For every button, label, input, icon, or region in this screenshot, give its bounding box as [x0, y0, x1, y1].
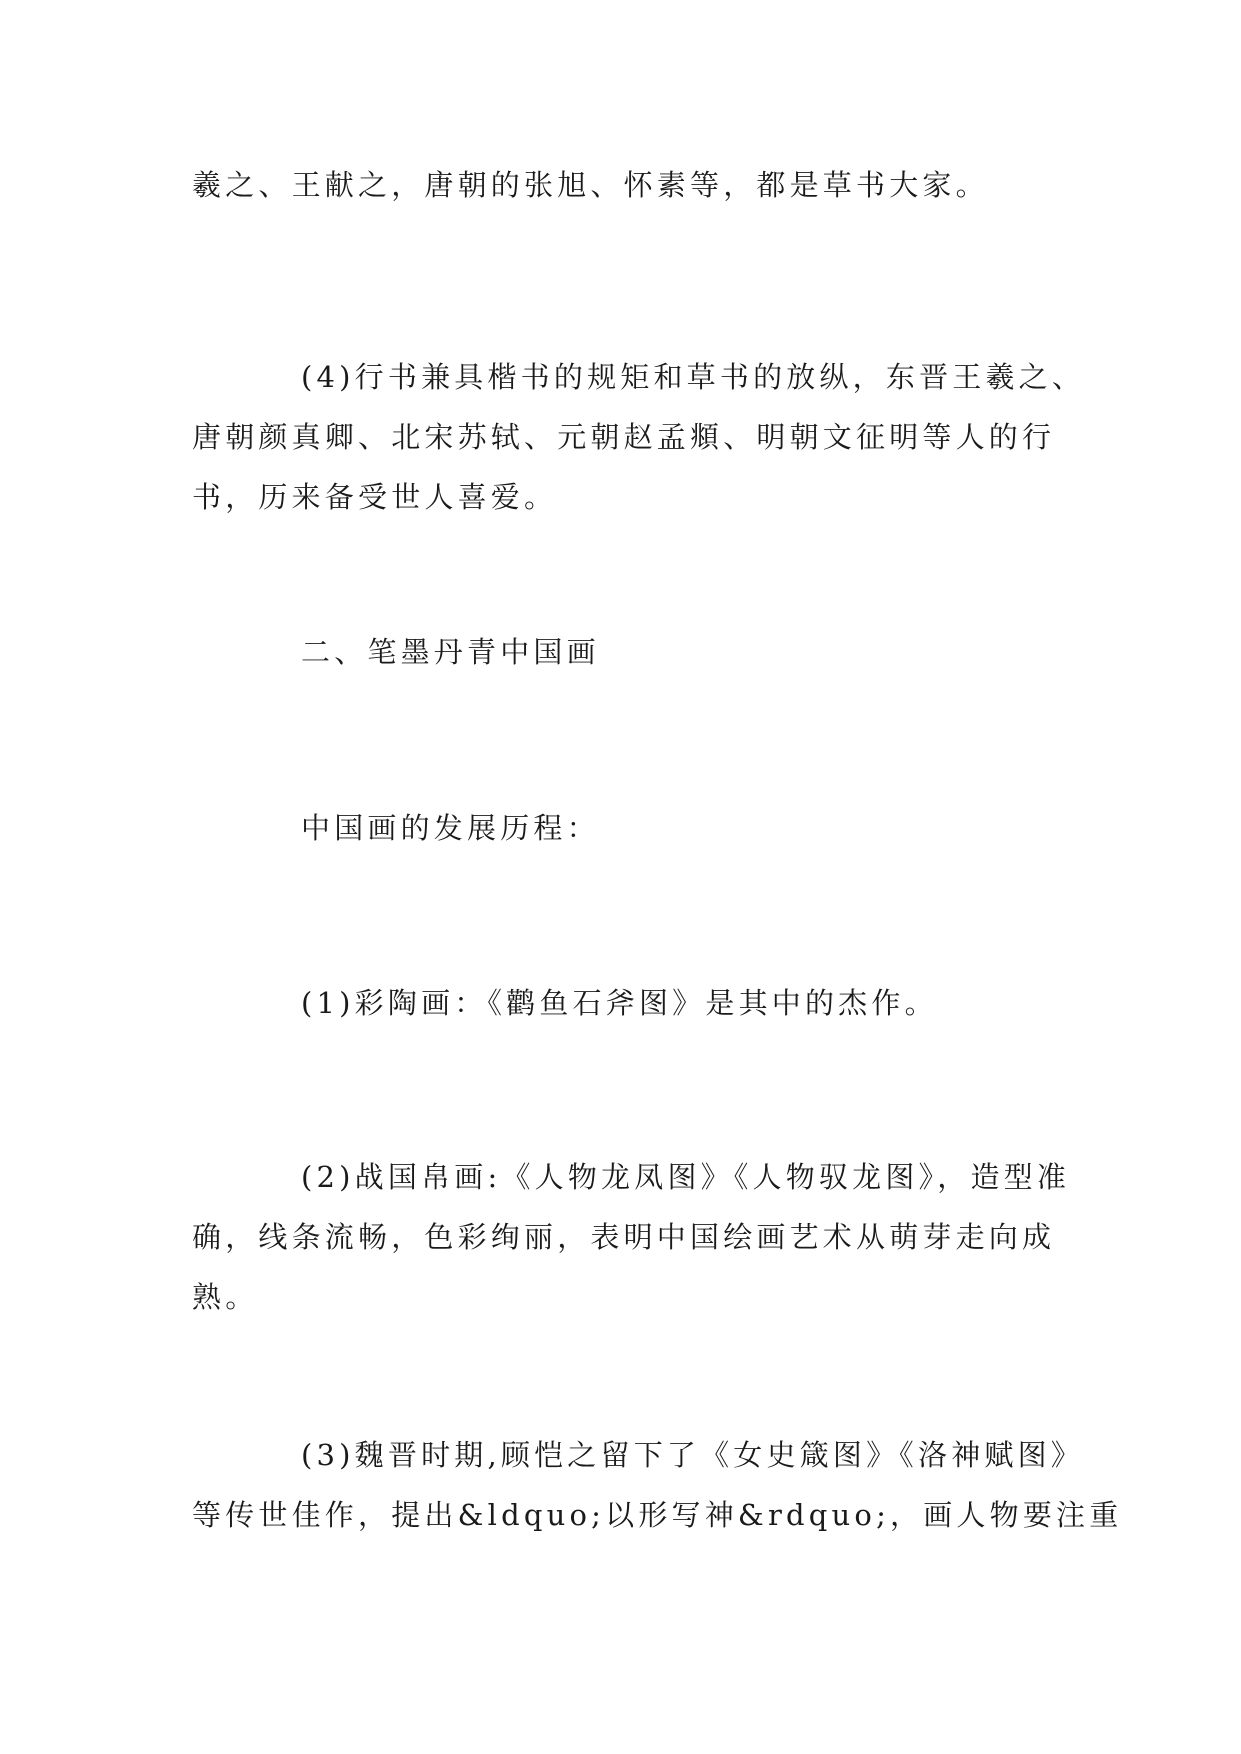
text-line: 书，历来备受世人喜爱。	[192, 480, 558, 514]
text-line: (3)魏晋时期,顾恺之留下了《女史箴图》《洛神赋图》	[301, 1438, 1084, 1472]
paragraph-item-2	[192, 1147, 1072, 1327]
text-line: (4)行书兼具楷书的规矩和草书的放纵，东晋王羲之、	[301, 360, 1086, 394]
text-line: (2)战国帛画:《人物龙凤图》《人物驭龙图》，造型准	[301, 1160, 1071, 1194]
paragraph-item-4	[192, 347, 1086, 527]
paragraph-item-1	[192, 973, 1072, 1033]
heading-text: 二、笔墨丹青中国画	[301, 635, 600, 669]
text-line: 羲之、王献之，唐朝的张旭、怀素等，都是草书大家。	[192, 168, 989, 202]
text-line: 唐朝颜真卿、北宋苏轼、元朝赵孟頫、明朝文征明等人的行	[192, 420, 1056, 454]
paragraph-item-3	[192, 1425, 1123, 1545]
section-heading	[192, 622, 1072, 682]
text-line: 熟。	[192, 1280, 259, 1314]
paragraph-continuation	[192, 155, 1072, 215]
text-line: 确，线条流畅，色彩绚丽，表明中国绘画艺术从萌芽走向成	[192, 1220, 1056, 1254]
text-line: 中国画的发展历程：	[301, 811, 600, 845]
text-line: (1)彩陶画：《鹳鱼石斧图》是其中的杰作。	[301, 986, 938, 1020]
text-line: 等传世佳作，提出&ldquo;以形写神&rdquo;，画人物要注重	[192, 1498, 1123, 1532]
paragraph-intro	[192, 798, 1072, 858]
